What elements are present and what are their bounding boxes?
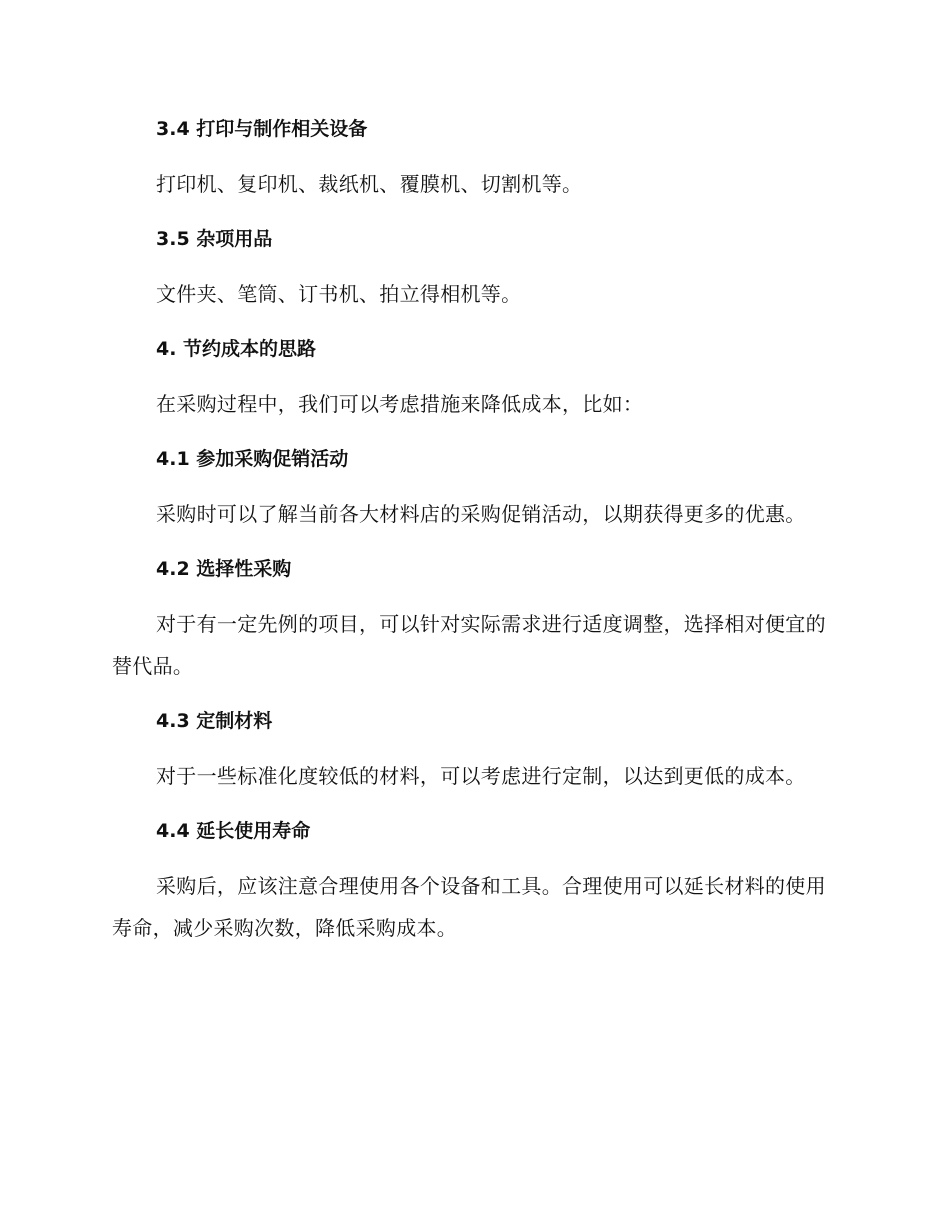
paragraph-promotions: 采购时可以了解当前各大材料店的采购促销活动，以期获得更多的优惠。 [156, 502, 806, 526]
paragraph-extend-lifespan: 采购后，应该注意合理使用各个设备和工具。合理使用可以延长材料的使用寿命，减少采购次数，降低采购成本。 [112, 874, 826, 940]
document-body [112, 108, 832, 962]
section-heading-4-2: 4.2 选择性采购 [156, 558, 292, 580]
paragraph-printing-equipment: 打印机、复印机、裁纸机、覆膜机、切割机等。 [156, 172, 583, 196]
section-heading-3-4: 3.4 打印与制作相关设备 [156, 118, 368, 140]
section-heading-3-5: 3.5 杂项用品 [156, 228, 273, 250]
paragraph-misc-supplies: 文件夹、笔筒、订书机、拍立得相机等。 [156, 282, 522, 306]
paragraph-custom-materials: 对于一些标准化度较低的材料，可以考虑进行定制，以达到更低的成本。 [156, 764, 806, 788]
section-heading-4-1: 4.1 参加采购促销活动 [156, 448, 349, 470]
paragraph-selective-purchase: 对于有一定先例的项目，可以针对实际需求进行适度调整，选择相对便宜的替代品。 [112, 612, 826, 678]
section-heading-4: 4. 节约成本的思路 [156, 338, 317, 360]
section-heading-4-4: 4.4 延长使用寿命 [156, 820, 311, 842]
paragraph-cost-saving-intro: 在采购过程中，我们可以考虑措施来降低成本，比如： [156, 392, 644, 416]
section-heading-4-3: 4.3 定制材料 [156, 710, 273, 732]
